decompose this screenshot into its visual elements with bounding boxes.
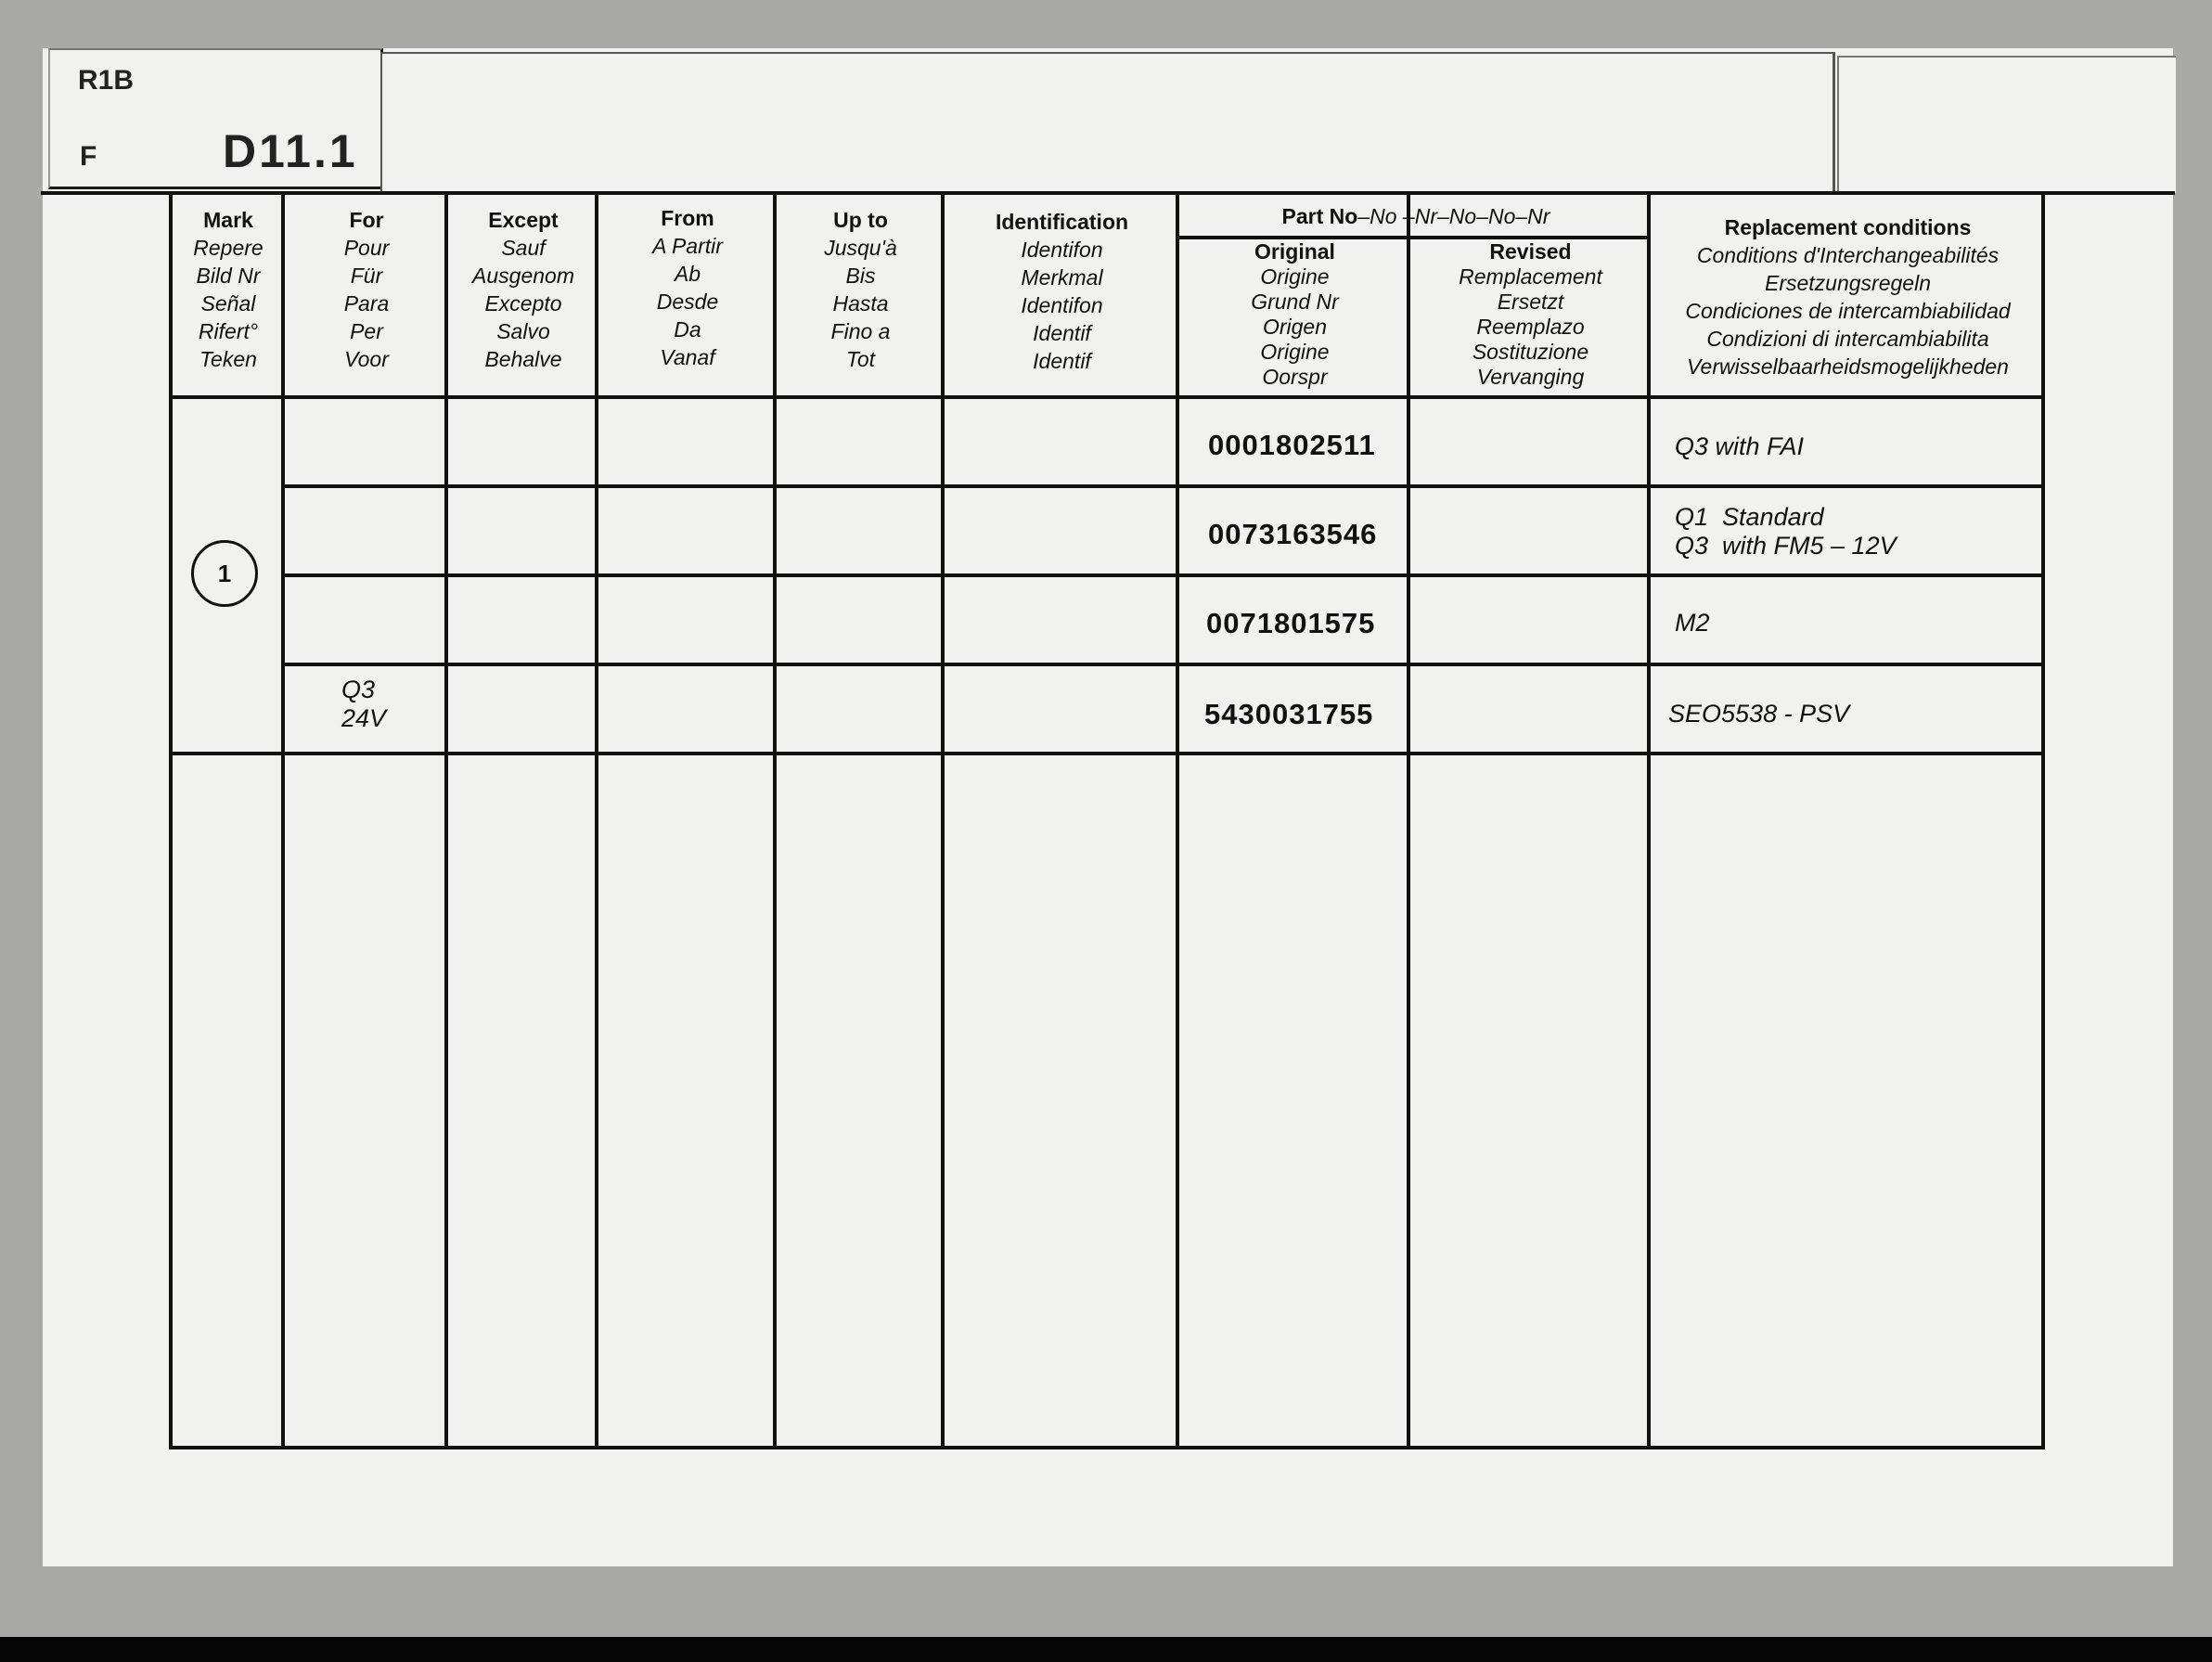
for-condition: Q3 24V: [341, 676, 387, 732]
col-header-revised: Revised Remplacement Ersetzt Reemplazo Sostituzione Vervanging: [1459, 239, 1602, 389]
header-right-box: [1837, 56, 2176, 193]
col-header-part-no: Part No–No –Nr–No–No–Nr: [1281, 204, 1550, 228]
row-divider: [281, 663, 2045, 666]
parts-table: [169, 193, 2045, 1449]
col-header-except: Except Sauf Ausgenom Excepto Salvo Behalve: [472, 208, 574, 371]
header-bottom-line: [169, 395, 2045, 399]
col-header-identification: Identification Identifon Merkmal Identifon Identif Identif: [995, 210, 1129, 373]
col-divider: [941, 193, 945, 1448]
replacement-condition: Q3 with FAI: [1675, 432, 1805, 460]
col-divider: [444, 193, 448, 1448]
row-divider: [169, 752, 2045, 755]
original-part-number: 5430031755: [1204, 698, 1374, 730]
col-header-replacement-conditions: Replacement conditions Conditions d'Interchangeabilités Ersetzungsregeln Condiciones de intercambiabilidad Condizioni di intercambiabilita Verwisselbaarheidsmogelijkheden: [1685, 215, 2011, 379]
section-code: D11.1: [223, 125, 358, 177]
model-code: R1B: [78, 65, 135, 96]
col-header-from: From A Partir Ab Desde Da Vanaf: [652, 206, 723, 369]
col-header-mark: Mark Repere Bild Nr Señal Rifert° Teken: [193, 208, 264, 371]
col-header-for: For Pour Für Para Per Voor: [343, 208, 390, 371]
col-header-up-to: Up to Jusqu'à Bis Hasta Fino a Tot: [824, 208, 897, 371]
scan-edge: [0, 1637, 2212, 1662]
row-divider: [281, 484, 2045, 488]
original-part-number: 0073163546: [1208, 518, 1378, 550]
table-border-left: [169, 193, 173, 1448]
table-border-bottom: [169, 1446, 2045, 1449]
replacement-condition: M2: [1675, 609, 1710, 637]
replacement-condition: Q1 Standard Q3 with FM5 – 12V: [1675, 503, 1897, 560]
header-title-box: [380, 52, 1835, 193]
original-part-number: 0001802511: [1208, 429, 1376, 461]
col-header-original: Original Origine Grund Nr Origen Origine Oorspr: [1251, 239, 1339, 389]
replacement-condition: SEO5538 - PSV: [1668, 700, 1850, 728]
col-divider: [281, 193, 285, 1448]
language-code: F: [80, 141, 97, 172]
original-part-number: 0071801575: [1206, 607, 1376, 639]
col-divider: [773, 193, 777, 1448]
col-divider: [595, 193, 598, 1448]
mark-number-badge: 1: [191, 540, 258, 607]
row-divider: [281, 573, 2045, 577]
table-border-right: [2041, 193, 2045, 1448]
